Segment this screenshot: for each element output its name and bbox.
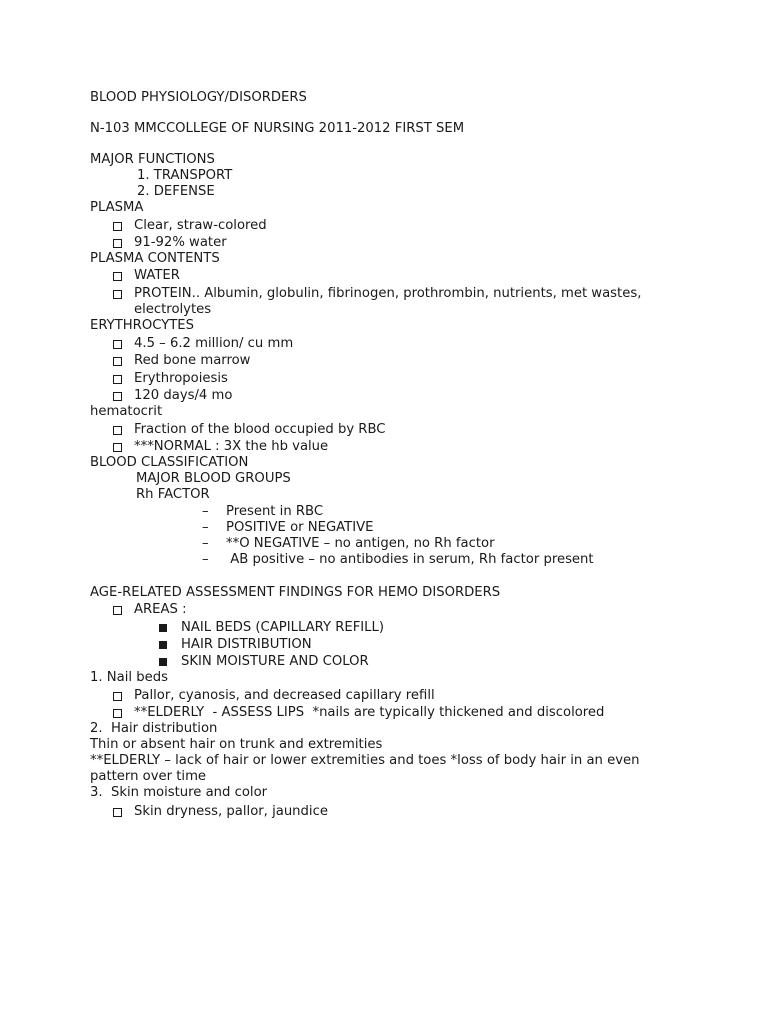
checkbox-bullet-icon	[113, 239, 122, 248]
checkbox-bullet-icon	[113, 375, 122, 384]
numbered-item: 2. DEFENSE	[137, 184, 215, 199]
checkbox-bullet-icon	[113, 426, 122, 435]
course-line: N-103 MMCCOLLEGE OF NURSING 2011-2012 FIRST SEM	[90, 121, 465, 136]
paragraph-line: pattern over time	[90, 769, 207, 784]
hair-distribution-heading: 2. Hair distribution	[90, 721, 218, 736]
hematocrit-heading: hematocrit	[90, 404, 163, 419]
skin-heading: 3. Skin moisture and color	[90, 785, 268, 800]
dash-bullet-icon: –	[202, 536, 209, 551]
nail-beds-heading: 1. Nail beds	[90, 670, 168, 685]
checkbox-bullet-icon	[113, 290, 122, 299]
blood-classification-heading: BLOOD CLASSIFICATION	[90, 455, 249, 470]
erythrocytes-heading: ERYTHROCYTES	[90, 318, 195, 333]
dash-bullet-icon: –	[202, 504, 209, 519]
checkbox-bullet-icon	[113, 808, 122, 817]
checkbox-bullet-icon	[113, 222, 122, 231]
square-bullet-icon	[159, 624, 167, 632]
checkbox-bullet-icon	[113, 709, 122, 718]
list-item-continuation: electrolytes	[134, 302, 212, 317]
assessment-heading: AGE-RELATED ASSESSMENT FINDINGS FOR HEMO DISORDERS	[90, 585, 501, 600]
plasma-heading: PLASMA	[90, 200, 144, 215]
numbered-item: 1. TRANSPORT	[137, 168, 233, 183]
checkbox-bullet-icon	[113, 357, 122, 366]
document-title: BLOOD PHYSIOLOGY/DISORDERS	[90, 90, 307, 105]
square-bullet-icon	[159, 641, 167, 649]
dash-bullet-icon: –	[202, 552, 209, 567]
paragraph-line: Thin or absent hair on trunk and extremities	[90, 737, 383, 752]
subheading: Rh FACTOR	[136, 487, 210, 502]
subheading: MAJOR BLOOD GROUPS	[136, 471, 291, 486]
checkbox-bullet-icon	[113, 272, 122, 281]
checkbox-bullet-icon	[113, 340, 122, 349]
square-bullet-icon	[159, 658, 167, 666]
document-page: BLOOD PHYSIOLOGY/DISORDERS N-103 MMCCOLLEGE OF NURSING 2011-2012 FIRST SEM MAJOR FUNCTIONS 1. TRANSPORT 2. DEFENSE PLASMA Clear, straw-colored 91-92% water PLASMA CONTENTS WATER PROTEIN.. Albumin, globulin, fibrinogen, prothrombin, nutrients, met wastes, electrolytes ERYTHROCYTES 4.5 – 6.2 million/ cu mm Red bone marrow Erythropoiesis 120 days/4 mo hematocrit Fraction of the blood occupied by RBC ***NORMAL : 3X the hb value BLOOD CLASSIFICATION MAJOR BLOOD GROUPS Rh FACTOR – Present in RBC – POSITIVE or NEGATIVE – **O NEGATIVE – no antigen, no Rh factor – AB positive – no antibodies in serum, Rh factor present AGE-RELATED ASSESSMENT FINDINGS FOR HEMO DISORDERS AREAS : NAIL BEDS (CAPILLARY REFILL) HAIR DISTRIBUTION SKIN MOISTURE AND COLOR 1. Nail beds Pallor, cyanosis, and decreased capillary refill **ELDERLY - ASSESS LIPS *nails are typically thickened and discolored 2. Hair distribution Thin or absent hair on trunk and extremities **ELDERLY – lack of hair or lower extremities and toes *loss of body hair in an even pattern over time 3. Skin moisture and color Skin dryness, pallor, jaundice	[90, 90, 642, 819]
checkbox-bullet-icon	[113, 443, 122, 452]
plasma-contents-heading: PLASMA CONTENTS	[90, 251, 220, 266]
checkbox-bullet-icon	[113, 392, 122, 401]
checkbox-bullet-icon	[113, 692, 122, 701]
dash-bullet-icon: –	[202, 520, 209, 535]
checkbox-bullet-icon	[113, 606, 122, 615]
major-functions-heading: MAJOR FUNCTIONS	[90, 152, 215, 167]
paragraph-line: **ELDERLY – lack of hair or lower extremities and toes *loss of body hair in an even	[90, 753, 640, 768]
